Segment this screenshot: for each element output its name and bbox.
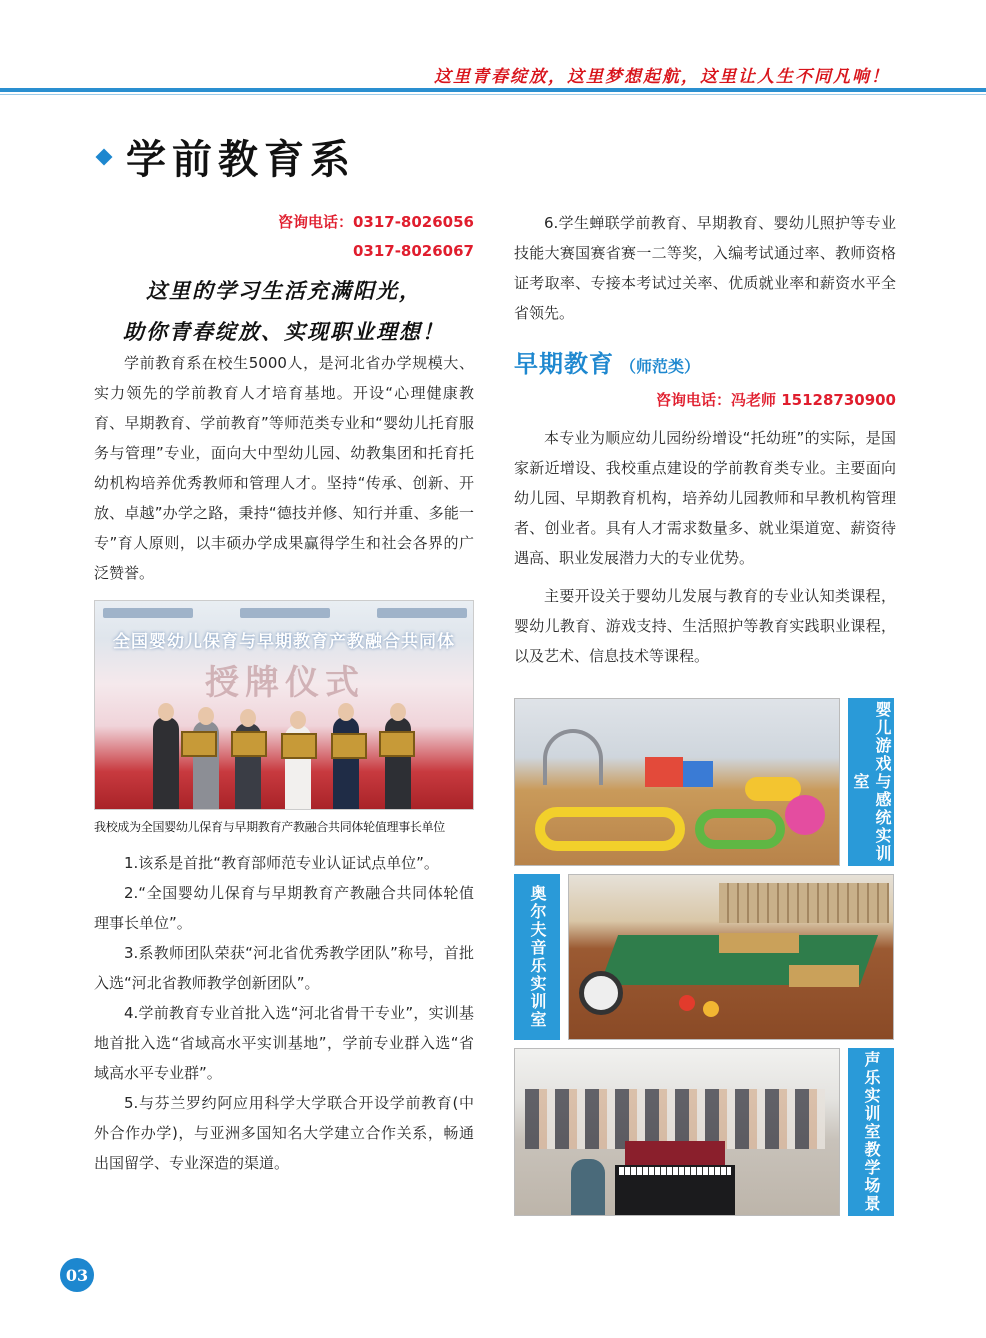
person-figure: [333, 717, 359, 809]
achievement-item: 1.该系是首批“教育部师范专业认证试点单位”。: [124, 854, 439, 872]
header-slogan: 这里青春绽放，这里梦想起航，这里让人生不同凡响！: [434, 67, 890, 87]
achievement-item: 4.学前教育专业首批入选“河北省骨干专业”，实训基地首批入选“省域高水平实训基地”，学前专业群入选“省域高水平专业群”。: [94, 1004, 474, 1082]
achievement-item: 5.与芬兰罗约阿应用科学大学联合开设学前教育(中外合作办学)，与亚洲多国知名大学建立合作关系，畅通出国留学、专业深造的渠道。: [94, 1094, 474, 1172]
partner-logos: [103, 605, 467, 621]
motto-line-2: 助你青春绽放、实现职业理想！: [123, 319, 445, 344]
orff-room-photo: [568, 874, 894, 1040]
ceremony-photo: [94, 600, 474, 810]
photo-caption: 我校成为全国婴幼儿保育与早期教育产教融合共同体轮值理事长单位: [94, 820, 446, 834]
award-plaque: [231, 731, 267, 757]
award-plaque: [379, 731, 415, 757]
early-education-subtitle: （师范类）: [620, 357, 701, 376]
achievement-item-6: 6.学生蝉联学前教育、早期教育、婴幼儿照护等专业技能大赛国赛省赛一二等奖，入编考试通过率、教师资格证考取率、专接本考试过关率、优质就业率和薪资水平全省领先。: [514, 214, 896, 322]
vocal-room-label: 声乐实训室教学场景: [848, 1048, 894, 1216]
page-number: 03: [60, 1258, 94, 1292]
ceremony-banner-text: 全国婴幼儿保育与早期教育产教融合共同体: [113, 632, 455, 652]
achievement-list: [94, 848, 474, 1178]
left-column: [94, 208, 474, 1178]
ceremony-big-text: 授牌仪式: [205, 663, 365, 703]
award-plaque: [331, 733, 367, 759]
header-rule: [0, 88, 986, 92]
consult-phone-1: 咨询电话：0317-8026056: [277, 213, 474, 231]
diamond-bullet-icon: [96, 148, 113, 165]
sensory-room-label: 婴儿游戏与感统实训室: [848, 698, 894, 866]
motto-line-1: 这里的学习生活充满阳光，: [146, 278, 422, 303]
early-education-courses: 主要开设关于婴幼儿发展与教育的专业认知类课程，婴幼儿教育、游戏支持、生活照护等教育实践职业课程，以及艺术、信息技术等课程。: [514, 587, 896, 665]
early-education-title: 早期教育: [514, 350, 614, 378]
consult-phone-2: 0317-8026067: [352, 242, 474, 260]
achievement-item: 2.“全国婴幼儿保育与早期教育产教融合共同体轮值理事长单位”。: [94, 884, 474, 932]
award-plaque: [281, 733, 317, 759]
award-plaque: [181, 731, 217, 757]
training-room-gallery: [514, 698, 894, 1218]
early-education-heading: [514, 344, 896, 379]
sensory-room-photo: [514, 698, 840, 866]
department-intro: 学前教育系在校生5000人，是河北省办学规模大、实力领先的学前教育人才培育基地。开设“心理健康教育、早期教育、学前教育”等师范类专业和“婴幼儿托育服务与管理”专业，面向大中型幼儿园、幼教集团和托育托幼机构培养优秀教师和管理人才。坚持“传承、创新、开放、卓越”办学之路，秉持“德技并修、知行并重、多能一专”育人原则，以丰硕办学成果赢得学生和社会各界的广泛赞誉。: [94, 354, 474, 582]
vocal-room-photo: [514, 1048, 840, 1216]
early-education-intro: 本专业为顺应幼儿园纷纷增设“托幼班”的实际，是国家新近增设、我校重点建设的学前教育类专业。主要面向幼儿园、早期教育机构，培养幼儿园教师和早教机构管理者、创业者。具有人才需求数量多、就业渠道宽、薪资待遇高、职业发展潜力大的专业优势。: [514, 429, 896, 567]
section-heading: [98, 128, 356, 185]
orff-room-label: 奥尔夫音乐实训室: [514, 874, 560, 1040]
right-column: [514, 208, 896, 671]
header-rule-thin: [0, 94, 986, 95]
person-figure: [153, 717, 179, 809]
early-education-phone: 咨询电话：冯老师 15128730900: [655, 391, 896, 409]
section-title: 学前教育系: [126, 136, 356, 183]
achievement-item: 3.系教师团队荣获“河北省优秀教学团队”称号，首批入选“河北省教师教学创新团队”。: [94, 944, 474, 992]
